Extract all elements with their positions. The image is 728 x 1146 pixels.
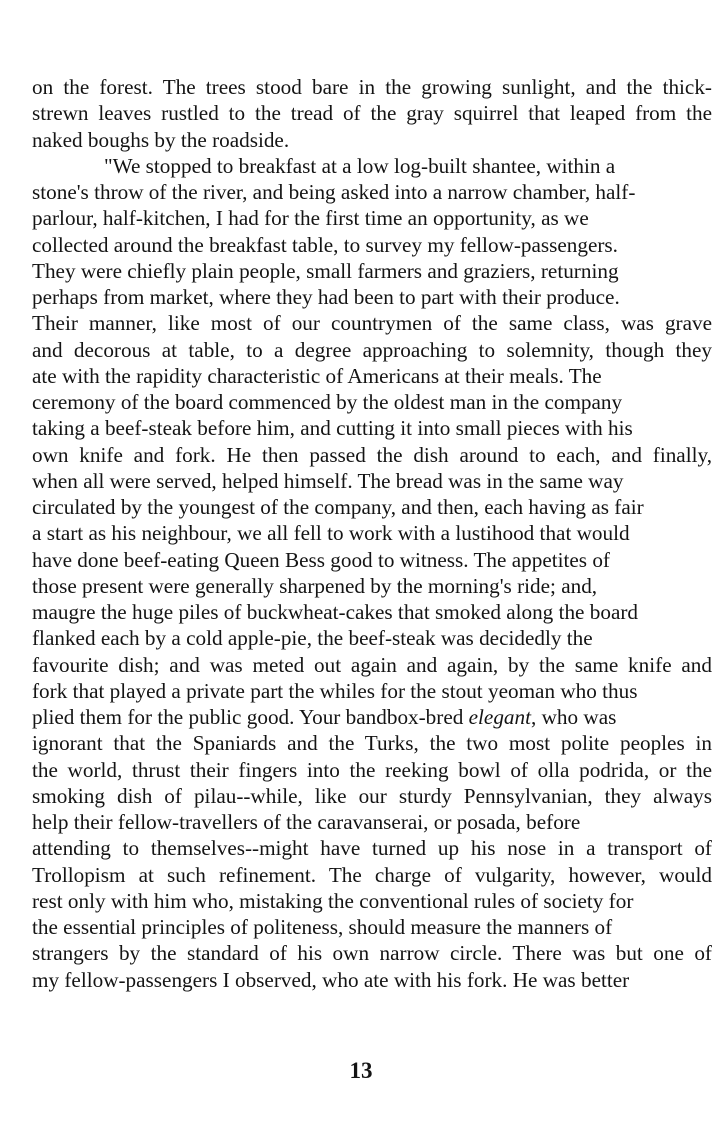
text-line: circulated by the youngest of the company, and then, each having as fair xyxy=(32,495,644,519)
text-line: ate with the rapidity characteristic of Americans at their meals. The xyxy=(32,363,602,388)
text-line: a start as his neighbour, we all fell to work with a lustihood that would xyxy=(32,521,630,546)
text-segment: plied them for the public good. Your bandbox-bred xyxy=(32,705,469,729)
text-line: own knife and fork. He then passed the dish around to each, and finally, xyxy=(32,442,712,467)
text-line: when all were served, helped himself. The bread was in the same way xyxy=(32,468,624,493)
text-line: favourite dish; and was meted out again and again, by the same knife and xyxy=(32,652,712,677)
text-line: flanked each by a cold apple-pie, the beef-steak was decidedly the xyxy=(32,626,593,651)
text-line: stone's throw of the river, and being asked into a narrow chamber, half- xyxy=(32,180,636,204)
text-line: the world, thrust their fingers into the reeking bowl of olla podrida, or the xyxy=(32,757,712,782)
text-line: Their manner, like most of our countrymen of the same class, was grave xyxy=(32,311,712,336)
text-line: perhaps from market, where they had been to part with their produce. xyxy=(32,285,620,309)
text-segment: , who was xyxy=(531,705,617,729)
text-line: on the forest. The trees stood bare in the growing sunlight, and the thick- xyxy=(32,75,712,99)
text-line: my fellow-passengers I observed, who ate with his fork. He was better xyxy=(32,967,630,992)
text-line: Trollopism at such refinement. The charge of vulgarity, however, would xyxy=(32,862,712,887)
text-line: rest only with him who, mistaking the conventional rules of society for xyxy=(32,888,634,913)
text-line: fork that played a private part the whiles for the stout yeoman who thus xyxy=(32,678,638,703)
text-line: collected around the breakfast table, to survey my fellow-passengers. xyxy=(32,232,618,257)
text-line: help their fellow-travellers of the caravanserai, or posada, before xyxy=(32,810,581,834)
text-line: "We stopped to breakfast at a low log-built shantee, within a xyxy=(104,153,616,178)
text-line: taking a beef-steak before him, and cutting it into small pieces with his xyxy=(32,416,633,441)
text-line: strewn leaves rustled to the tread of the gray squirrel that leaped from the xyxy=(32,101,712,126)
text-line xyxy=(32,704,712,730)
text-line: naked boughs by the roadside. xyxy=(32,127,290,152)
body-text xyxy=(32,74,712,993)
text-line: ceremony of the board commenced by the oldest man in the company xyxy=(32,390,623,414)
text-line: attending to themselves--might have turned up his nose in a transport of xyxy=(32,836,712,861)
page-number xyxy=(0,1058,728,1084)
text-line: have done beef-eating Queen Bess good to witness. The appetites of xyxy=(32,547,610,572)
text-line: those present were generally sharpened by the morning's ride; and, xyxy=(32,573,598,598)
text-line: smoking dish of pilau--while, like our sturdy Pennsylvanian, they always xyxy=(32,783,712,808)
text-line: They were chiefly plain people, small farmers and graziers, returning xyxy=(32,258,619,283)
text-line: strangers by the standard of his own narrow circle. There was but one of xyxy=(32,941,712,966)
text-line: maugre the huge piles of buckwheat-cakes that smoked along the board xyxy=(32,600,638,624)
italic-word: elegant xyxy=(468,705,532,729)
text-line: ignorant that the Spaniards and the Turks, the two most polite peoples in xyxy=(32,731,712,756)
text-line: parlour, half-kitchen, I had for the first time an opportunity, as we xyxy=(32,206,589,231)
text-line: and decorous at table, to a degree approaching to solemnity, though they xyxy=(32,337,712,362)
text-line: the essential principles of politeness, should measure the manners of xyxy=(32,915,613,939)
page-number-text: 13 xyxy=(349,1058,373,1083)
